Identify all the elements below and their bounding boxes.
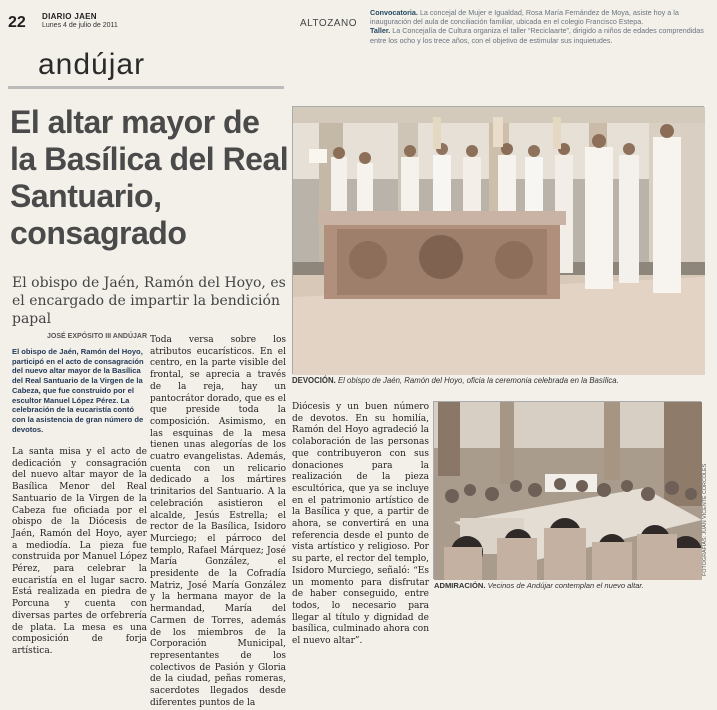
crowd-photo [433, 401, 701, 579]
note1-label: Convocatoria. [370, 8, 418, 17]
body-column-1: La santa misa y el acto de dedicación y consagración del nuevo altar mayor de la Basílica Menor del Real Santuario de la Virgen de la Cabeza fue oficiada por el obispo de la Diócesis de Jaén, Ramón del Hoyo, ayer a mediodía. La pieza fue construida por Manuel López Pérez, para celebrar la eucaristía en el lugar sacro. Está realizada en piedra de Porcuna y cuenta con diversas partes de orfebrería de plata. La mesa es una composición de forja artística. [12, 447, 147, 656]
byline: JOSÉ EXPÓSITO III ANDÚJAR [47, 333, 147, 340]
section-title: andújar [38, 48, 146, 81]
photo2-caption-text: Vecinos de Andújar contemplan el nuevo altar. [487, 581, 644, 590]
photo1-caption-label: DEVOCIÓN. [292, 376, 336, 385]
page-number: 22 [8, 14, 26, 31]
lead-paragraph: El obispo de Jaén, Ramón del Hoyo, participó en el acto de consagración del nuevo altar mayor de la Basílica del Real Santuario de la Virgen de la Cabeza, que fue construido por el escultor Manuel López Pérez. La celebración de la eucaristía contó con la asistencia de gran número de devotos. [12, 347, 144, 434]
body-column-3: Diócesis y un buen número de devotos. En su homilía, Ramón del Hoyo agradeció la colaboración de las personas que contribuyeron con sus donaciones para la realización de la pieza escultórica, que ya se incluye en el patrimonio artístico de la Basílica y que, a partir de ahora, se convertirá en una referencia desde el punto de vista artístico y religioso. Por su parte, el rector del templo, Isidoro Murciego, señaló: “Es un momento para disfrutar de haber conseguido, entre todos, lo necesario para llegar al título y dignidad de basílica, culminado ahora con el nuevo altar”. [292, 402, 429, 647]
photo1-caption [292, 376, 704, 385]
locale-label: ALTOZANO [300, 18, 357, 29]
photo2-caption-label: ADMIRACIÓN. [434, 581, 486, 590]
note2-label: Taller. [370, 26, 391, 36]
note2-text: La Concejalía de Cultura organiza el taller “Reciclaarte”, dirigido a niños de edades comprendidas entre los ocho y los trece años, con el objetivo de estimular sus inquietudes. [370, 26, 704, 45]
subheadline: El obispo de Jaén, Ramón del Hoyo, es el encargado de impartir la bendición papal [12, 275, 286, 327]
crowd-photo-image [434, 402, 702, 580]
brief-notes [370, 8, 708, 45]
photo1-caption-text: El obispo de Jaén, Ramón del Hoyo, oficia la ceremonia celebrada en la Basílica. [337, 376, 619, 385]
newspaper-name: DIARIO JAEN [42, 12, 97, 21]
note1-text: La concejal de Mujer e Igualdad, Rosa María Fernández de Moya, asiste hoy a la inauguración del aula de conciliación familiar, ubicada en el colegio Francisco Estepa. [370, 8, 679, 27]
section-rule [8, 86, 284, 89]
issue-date: Lunes 4 de julio de 2011 [42, 22, 118, 29]
body-column-2: Toda versa sobre los atributos eucarísticos. En el centro, en la parte visible del frontal, se aprecia a través de la reja, hay un pantocrátor dorado, que es el que preside toda la composición. Asimismo, en las esquinas de la mesa tienen unas alegorías de los cuatro evangelistas. Además, cuenta con un relicario dedicado a los mártires trinitarios del Santuario. A la celebración asistieron el alcalde, Jesús Estrella; el rector de la Basílica, Isidoro Murciego; el párroco del templo, Rafael Márquez; José María González, el presidente de la Cofradía Matriz, José María González y la hermana mayor de la hermandad, María del Carmen de Torres, además de los miembros de la Corporación Municipal, representantes de los colectivos de Pasión y Gloria de la ciudad, peñas romeras, sacerdotes llegados desde diferentes puntos de la [150, 335, 286, 708]
photo2-caption [434, 581, 702, 590]
photo-credit: FOTOGRAFÍAS: JUAN VICENTE CÓRCOLES [702, 463, 708, 576]
altar-photo [292, 106, 704, 374]
page-header [8, 8, 708, 48]
altar-photo-image [293, 107, 705, 375]
headline: El altar mayor de la Basílica del Real Santuario, consagrado [10, 104, 289, 251]
